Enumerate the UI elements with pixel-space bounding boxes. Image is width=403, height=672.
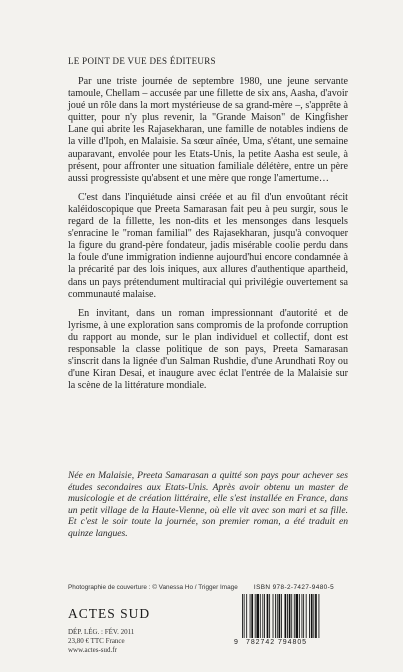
price: 23,80 € TTC France [68,637,125,645]
barcode-bar [267,594,269,638]
barcode-bar [309,594,310,638]
barcode-block [234,584,354,650]
isbn-label: ISBN 978-2-7427-9480-5 [253,584,335,591]
legal-info [68,628,134,655]
barcode-bar [291,594,292,638]
website: www.actes-sud.fr [68,646,117,654]
barcode-bar [285,594,287,638]
barcode-bar [299,594,300,638]
barcode-bar [319,594,320,638]
barcode-bar [287,594,288,638]
ean-remaining-digits: 782742 794805 [246,639,308,646]
barcode-bar [277,594,278,638]
barcode-bar [313,594,314,638]
barcode-bar [281,594,282,638]
ean-first-digit: 9 [234,639,239,646]
barcode-bar [244,594,245,638]
blurb-paragraph-3: En invitant, dans un roman impressionnant d'autorité et de lyrisme, à une exploration sans compromis de la profonde corruption du rapport au monde, sur le plan individuel et collectif, dont est responsable la classe politique de son pays, Preeta Samarasan s'inscrit dans la lignée d'un Salman Rushdie, d'une Arundhati Roy ou d'une Kiran Desai, et inaugure avec éclat l'entrée de la Malaisie sur la scène de la littérature mondiale. [68,307,348,392]
barcode-bar [279,594,281,638]
photo-credit: Photographie de couverture : © Vanessa Ho / Trigger Image [68,584,238,591]
legal-deposit: DÉP. LÉG. : FÉV. 2011 [68,628,135,636]
barcode-bar [246,594,247,638]
barcode-bar [275,594,276,638]
barcode-bar [269,594,270,638]
blurb-paragraph-1: Par une triste journée de septembre 1980, une jeune servante tamoule, Chellam – accusée par une fillette de six ans, Aasha, d'avoir joué un rôle dans la mort mystérieuse de sa grand-mère –, s'apprête à quitter, pour n'y plus revenir, la "Grande Maison" de Kingfisher Lane qui abrite les Rajasekharan, une famille de notables indiens de la ville d'Ipoh, en Malaisie. Sa sœur aînée, Uma, s'étant, une semaine auparavant, envolée pour les Etats-Unis, la petite Aasha est seule, à présent, pour affronter une situation familiale délétère, entre un père aussi progressiste qu'absent et une mère que ronge l'amertume… [68,76,348,184]
section-title: LE POINT DE VUE DES ÉDITEURS [68,56,216,66]
barcode-bar [311,594,313,638]
barcode-bar [302,594,303,638]
barcode-bar [262,594,263,638]
publisher-logo: ACTES SUD [68,606,151,621]
author-bio: Née en Malaisie, Preeta Samarasan a quitté son pays pour achever ses études secondaires aux Etats-Unis. Après avoir obtenu un master de musicologie et de création littéraire, elle s'est installée en France, dans un petit village de la Haute-Vienne, où elle vit avec son mari et sa fille. Et c'est le soir toute la journée, son premier roman, a été traduit en quinze langues. [68,470,348,539]
barcode-bar [264,594,265,638]
barcode-bar [315,594,317,638]
barcode-bar [306,594,307,638]
barcode-bar [260,594,261,638]
blurb-text [68,76,348,399]
barcode-bar [250,594,251,638]
blurb-paragraph-2: C'est dans l'inquiétude ainsi créée et au fil d'un envoûtant récit kaléidoscopique que Preeta Samarasan fait peu à peu surgir, sous le regard de la fillette, les non-dits et les mensonges dans lesquels s'enracine le "roman familial" des Rajasekharan, jusqu'à convoquer la figure du grand-père fondateur, jadis misérable coolie perdu dans la foule d'une immigration indienne aujourd'hui encore condamnée à la précarité par des lois iniques, aux allures d'authentique apartheid, dans un pays prétendument multiracial qui privilégie ouvertement sa communauté malaise. [68,191,348,300]
barcode-bar [251,594,253,638]
barcode-bar [294,594,295,638]
barcode-icon [240,594,352,638]
barcode-bar [242,594,243,638]
barcode-bar [289,594,291,638]
barcode-bar [256,594,259,638]
barcode-bar [303,594,304,638]
barcode-bar [296,594,299,638]
barcode-bar [273,594,274,638]
barcode-bar [255,594,256,638]
